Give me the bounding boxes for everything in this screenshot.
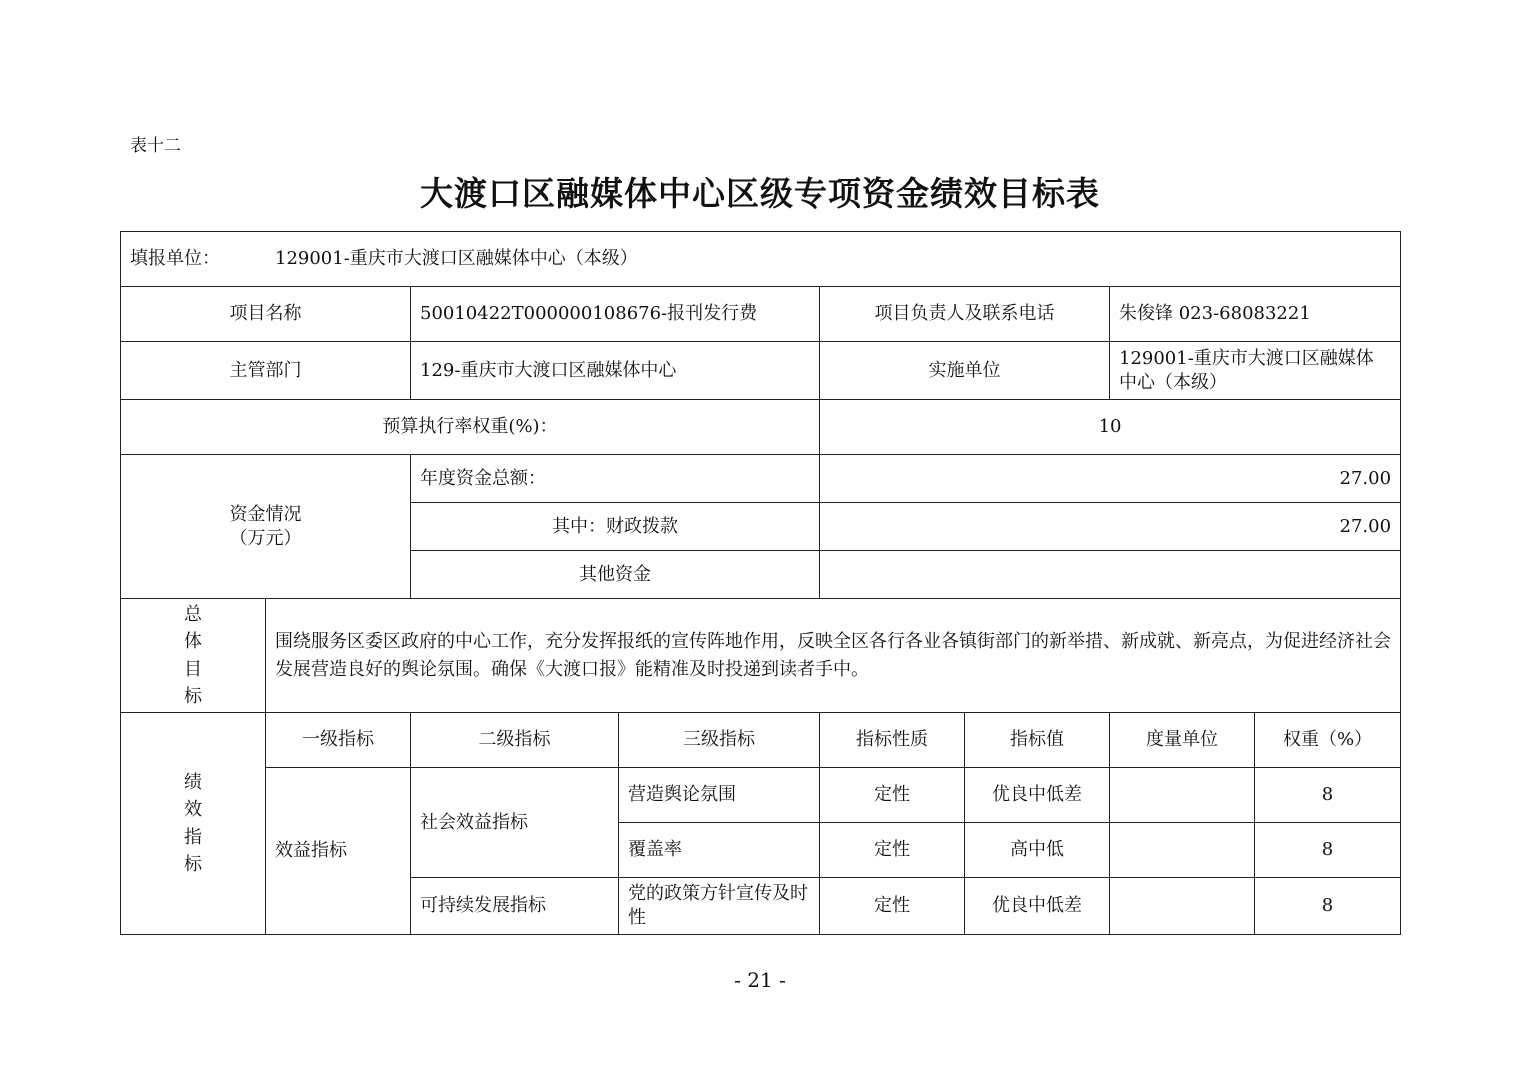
impl-label: 实施单位	[820, 342, 1110, 400]
column-header: 一级指标	[266, 713, 411, 768]
overall-goal-chars	[182, 601, 204, 711]
perf-char: 效	[184, 799, 202, 820]
indicator-unit	[1110, 823, 1255, 878]
table-row	[121, 768, 1401, 823]
filler-row	[121, 232, 1401, 287]
goal-char: 总	[184, 603, 202, 625]
performance-indicator-chars	[182, 769, 204, 879]
dept-value: 129-重庆市大渡口区融媒体中心	[411, 342, 820, 400]
contact-label: 项目负责人及联系电话	[820, 287, 1110, 342]
column-header: 度量单位	[1110, 713, 1255, 768]
budget-weight-label: 预算执行率权重(%)：	[121, 400, 820, 455]
indicator-value: 高中低	[965, 823, 1110, 878]
level2-indicator: 可持续发展指标	[411, 878, 619, 935]
fund-label-line1: 资金情况	[229, 503, 302, 525]
goal-char: 目	[184, 658, 202, 680]
dept-label: 主管部门	[121, 342, 411, 400]
level3-indicator: 覆盖率	[619, 823, 820, 878]
budget-weight-value: 10	[820, 400, 1401, 455]
other-fund-value	[820, 551, 1401, 599]
contact-value: 朱俊锋 023-68083221	[1110, 287, 1401, 342]
table-number-label: 表十二	[130, 136, 181, 156]
fund-section-label	[121, 455, 411, 599]
indicator-unit	[1110, 768, 1255, 823]
column-header: 指标性质	[820, 713, 965, 768]
project-name-value: 50010422T000000108676-报刊发行费	[411, 287, 820, 342]
indicator-nature: 定性	[820, 823, 965, 878]
goal-char: 体	[184, 631, 202, 652]
column-header: 权重（%）	[1255, 713, 1401, 768]
annual-total-value: 27.00	[820, 455, 1401, 503]
budget-weight-row	[121, 400, 1401, 455]
indicator-weight: 8	[1255, 823, 1401, 878]
level2-indicator: 社会效益指标	[411, 768, 619, 878]
column-header: 三级指标	[619, 713, 820, 768]
project-name-label: 项目名称	[121, 287, 411, 342]
indicator-header-row	[121, 713, 1401, 768]
performance-target-table	[120, 231, 1401, 935]
overall-goal-row	[121, 599, 1401, 713]
level3-indicator: 党的政策方针宣传及时性	[619, 878, 820, 935]
filler-cell	[121, 232, 1401, 287]
fund-label-line2: （万元）	[229, 527, 302, 549]
column-header: 指标值	[965, 713, 1110, 768]
overall-goal-text: 围绕服务区委区政府的中心工作，充分发挥报纸的宣传阵地作用，反映全区各行各业各镇街部门的新举措、新成就、新亮点，为促进经济社会发展营造良好的舆论氛围。确保《大渡口报》能精准及时投递到读者手中。	[266, 599, 1401, 713]
overall-goal-label	[121, 599, 266, 713]
page-number: - 21 -	[734, 968, 786, 992]
level3-indicator: 营造舆论氛围	[619, 768, 820, 823]
filler-value: 129001-重庆市大渡口区融媒体中心（本级）	[275, 248, 638, 269]
other-fund-label: 其他资金	[411, 551, 820, 599]
fiscal-label: 其中：财政拨款	[411, 503, 820, 551]
filler-label: 填报单位：	[130, 248, 220, 269]
indicator-unit	[1110, 878, 1255, 935]
perf-char: 绩	[184, 771, 202, 793]
page-title: 大渡口区融媒体中心区级专项资金绩效目标表	[420, 174, 1100, 213]
impl-value: 129001-重庆市大渡口区融媒体中心（本级）	[1110, 342, 1401, 400]
annual-total-label: 年度资金总额：	[411, 455, 820, 503]
fund-total-row	[121, 455, 1401, 503]
performance-indicator-label	[121, 713, 266, 935]
indicator-value: 优良中低差	[965, 768, 1110, 823]
indicator-weight: 8	[1255, 768, 1401, 823]
perf-char: 标	[184, 854, 202, 875]
indicator-value: 优良中低差	[965, 878, 1110, 935]
perf-char: 指	[184, 826, 202, 848]
goal-char: 标	[184, 686, 202, 707]
level1-indicator: 效益指标	[266, 768, 411, 935]
indicator-nature: 定性	[820, 768, 965, 823]
fiscal-value: 27.00	[820, 503, 1401, 551]
column-header: 二级指标	[411, 713, 619, 768]
project-row	[121, 287, 1401, 342]
indicator-weight: 8	[1255, 878, 1401, 935]
indicator-nature: 定性	[820, 878, 965, 935]
department-row	[121, 342, 1401, 400]
